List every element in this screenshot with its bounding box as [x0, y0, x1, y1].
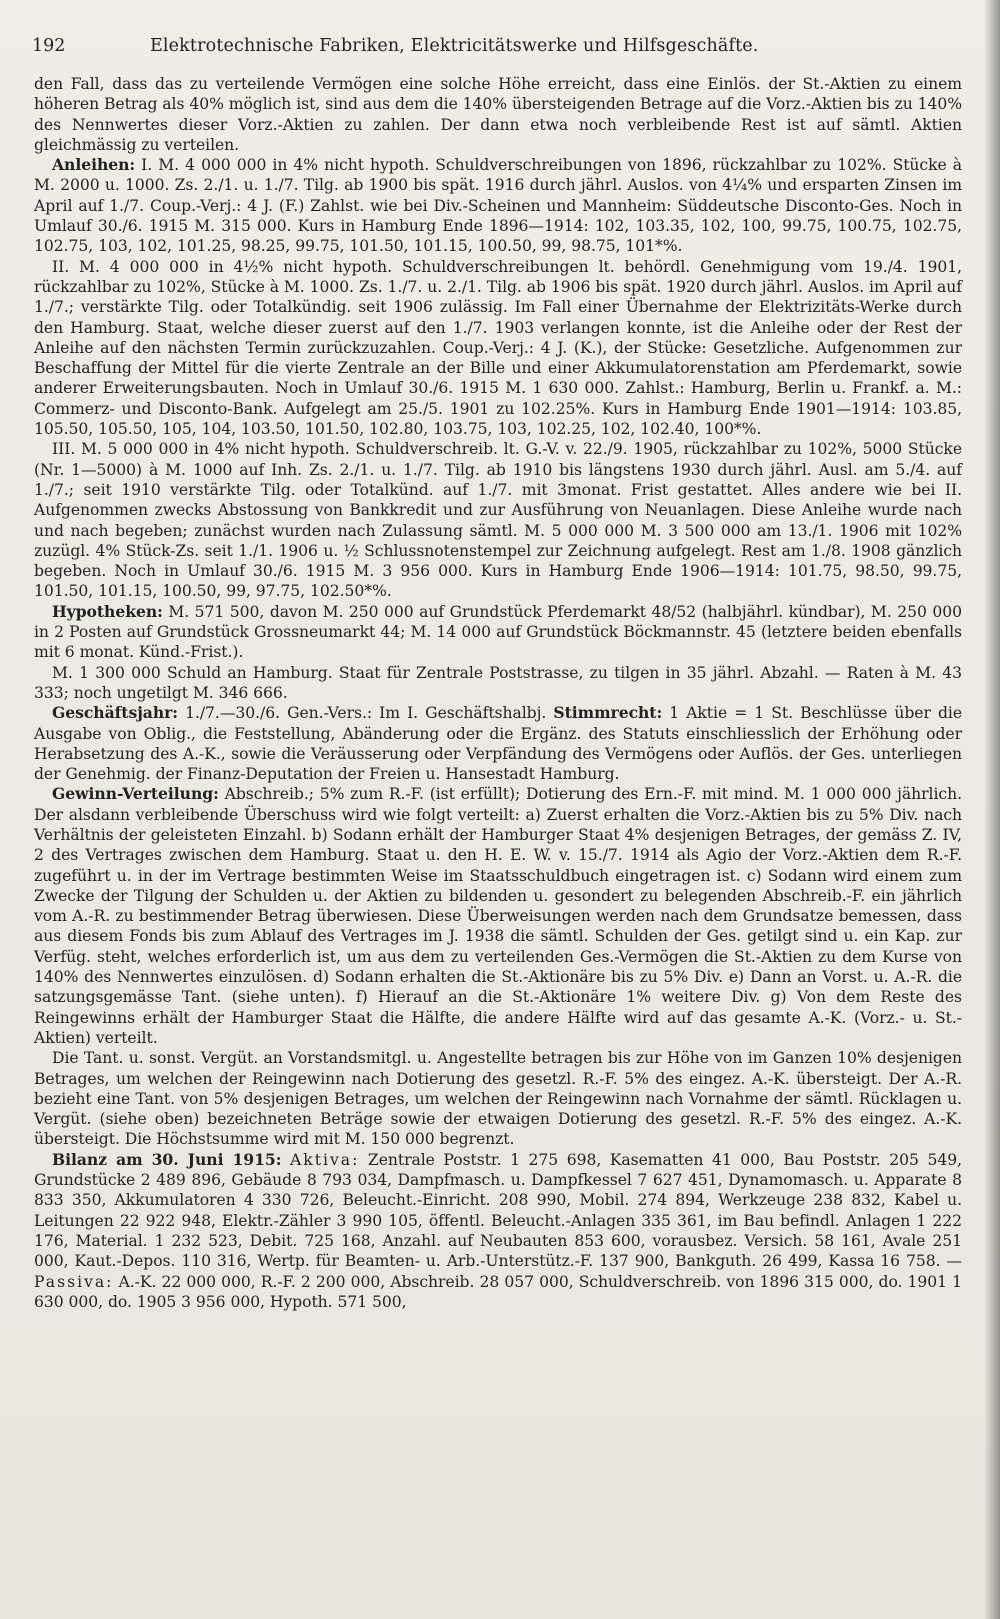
- bilanz-passiva-text: A.-K. 22 000 000, R.-F. 2 200 000, Abschreib. 28 057 000, Schuldverschreib. von 1896 315 000, do. 1901 1 630 000, do. 1905 3 956 000, Hypoth. 571 500,: [34, 1272, 962, 1311]
- label-passiva: Passiva:: [34, 1272, 114, 1291]
- paragraph-liquidation: den Fall, dass das zu verteilende Vermögen eine solche Höhe erreicht, dass eine Einlös. der St.-Aktien zu einem höheren Betrag als 40% möglich ist, sind aus dem die 140% übersteigenden Betrage auf die Vorz.-Aktien bis zu 140% des Nennwertes dieser Vorz.-Aktien zu zahlen. Der dann etwa noch verbleibende Rest ist auf sämtl. Aktien gleichmässig zu verteilen.: [34, 75, 962, 154]
- paragraph-hypotheken: [34, 602, 962, 663]
- paragraph-bilanz: [34, 1150, 962, 1312]
- gewinn-verteilung-text: Abschreib.; 5% zum R.-F. (ist erfüllt); Dotierung des Ern.-F. mit mind. M. 1 000 000 jährlich. Der alsdann verbleibende Überschuss wird wie folgt verteilt: a) Zuerst erhalten die Vorz.-Aktien bis zu 5% Div. nach Verhältnis der geleisteten Einzahl. b) Sodann erhält der Hamburger Staat 4% desjenigen Betrages, der gemäss Z. IV, 2 des Vertrages zwischen dem Hamburg. Staat u. den H. E. W. v. 15./7. 1914 als Agio der Vorz.-Aktien dem R.-F. zugeführt u. in der im Vertrage bestimmten Weise im Staatsschuldbuch eingetragen ist. c) Sodann wird einem zum Zwecke der Tilgung der Schulden u. der Aktien zu bildenden u. gesondert zu belegenden Abschreib.-F. ein jährlich vom A.-R. zu bestimmender Betrag überwiesen. Diese Überweisungen werden nach dem Grundsatze bemessen, dass aus diesem Fonds bis zum Ablauf des Vertrages im J. 1938 die sämtl. Schulden der Ges. getilgt sind u. ein Kap. zur Verfüg. steht, welches erforderlich ist, um aus dem zu verteilenden Ges.-Vermögen die St.-Aktien zu dem Kurse von 140% des Nennwertes einzulösen. d) Sodann erhalten die St.-Aktionäre bis zu 5% Div. e) Dann an Vorst. u. A.-R. die satzungsgemässe Tant. (siehe unten). f) Hierauf an die St.-Aktionäre 1% weitere Div. g) Von dem Reste des Reingewinns erhält der Hamburger Staat die Hälfte, die andere Hälfte wird auf das gesamte A.-K. (Vorz.- u. St.-Aktien) verteilt.: [34, 785, 962, 1047]
- page-edge-shadow: [984, 0, 1000, 1619]
- paragraph-geschaeftsjahr: [34, 703, 962, 784]
- paragraph-schuld-hamburg: M. 1 300 000 Schuld an Hamburg. Staat für Zentrale Poststrasse, zu tilgen in 35 jährl. Abzahl. — Raten à M. 43 333; noch ungetilgt M. 346 666.: [34, 663, 962, 702]
- paragraph-anleihen-iii: III. M. 5 000 000 in 4% nicht hypoth. Schuldverschreib. lt. G.-V. v. 22./9. 1905, rückzahlbar zu 102%, 5000 Stücke (Nr. 1—5000) à M. 1000 auf Inh. Zs. 2./1. u. 1./7. Tilg. ab 1910 bis längstens 1930 durch jährl. Ausl. am 5./4. auf 1./7.; seit 1910 verstärkte Tilg. oder Totalkünd. auf 1./7. mit 3monat. Frist gestattet. Alles andere wie bei II. Aufgenommen zwecks Abstossung von Bankkredit und zur Ausführung von Neuanlagen. Diese Anleihe wurde nach und nach begeben; zunächst wurden nach Zulassung sämtl. M. 5 000 000 M. 3 500 000 am 13./1. 1906 mit 102% zuzügl. 4% Stück-Zs. seit 1./1. 1906 u. ½ Schlussnotenstempel zur Zeichnung aufgelegt. Rest am 1./8. 1908 gänzlich begeben. Noch in Umlauf 30./6. 1915 M. 3 956 000. Kurs in Hamburg Ende 1906—1914: 101.75, 98.50, 99.75, 101.50, 101.15, 100.50, 99, 97.75, 102.50*%.: [34, 440, 962, 601]
- label-aktiva: Aktiva:: [290, 1150, 360, 1169]
- hypotheken-text: M. 571 500, davon M. 250 000 auf Grundstück Pferdemarkt 48/52 (halbjährl. kündbar), M. 250 000 in 2 Posten auf Grundstück Grossneumarkt 44; M. 14 000 auf Grundstück Böckmannstr. 45 (letztere beiden ebenfalls mit 6 monat. Künd.-Frist.).: [34, 602, 962, 662]
- section-heading-bilanz: Bilanz am 30. Juni 1915:: [52, 1149, 282, 1169]
- section-heading-stimmrecht: Stimmrecht:: [553, 703, 663, 723]
- stimmrecht-text: 1 Aktie = 1 St. Beschlüsse über die Ausgabe von Oblig., die Feststellung, Abänderung oder die Ergänz. des Statuts einschliesslich der Erhöhung oder Herabsetzung des A.-K., sowie die Veräusserung oder Verpfändung des Vermögens oder Auflös. der Ges. unterliegen der Genehmig. der Finanz-Deputation der Freien u. Hansestadt Hamburg.: [34, 704, 962, 784]
- paragraph-anleihen-ii: II. M. 4 000 000 in 4½% nicht hypoth. Schuldverschreibungen lt. behördl. Genehmigung vom 19./4. 1901, rückzahlbar zu 102%, Stücke à M. 1000. Zs. 1./7. u. 2./1. Tilg. ab 1906 bis spät. 1920 durch jährl. Auslos. im April auf 1./7.; verstärkte Tilg. oder Totalkündig. seit 1906 zulässig. Im Fall einer Übernahme der Elektrizitäts-Werke durch den Hamburg. Staat, welche dieser zuerst auf den 1./7. 1903 verlangen konnte, ist die Anleihe oder der Rest der Anleihe auf den nächsten Termin zurückzuzahlen. Coup.-Verj.: 4 J. (K.), der Stücke: Gesetzliche. Aufgenommen zur Beschaffung der Mittel für die vierte Zentrale an der Bille und einer Akkumulatorenstation am Pferdemarkt, sowie anderer Erweiterungsbauten. Noch in Umlauf 30./6. 1915 M. 1 630 000. Zahlst.: Hamburg, Berlin u. Frankf. a. M.: Commerz- und Disconto-Bank. Aufgelegt am 25./5. 1901 zu 102.25%. Kurs in Hamburg Ende 1901—1914: 103.85, 105.50, 105.50, 105, 104, 103.50, 101.50, 102.80, 103.75, 103, 102.25, 102, 102.40, 100*%.: [34, 257, 962, 439]
- bilanz-aktiva-text: Zentrale Poststr. 1 275 698, Kasematten 41 000, Bau Poststr. 205 549, Grundstücke 2 489 896, Gebäude 8 793 034, Dampfmasch. u. Dampfkessel 7 627 451, Dynamomasch. u. Apparate 8 833 350, Akkumulatoren 4 330 726, Beleucht.-Einricht. 208 990, Mobil. 274 894, Werkzeuge 238 832, Kabel u. Leitungen 22 922 948, Elektr.-Zähler 3 990 105, öffentl. Beleucht.-Anlagen 335 361, im Bau befindl. Anlagen 1 222 176, Material. 1 232 523, Debit. 725 168, Anzahl. auf Neubauten 853 600, vorausbez. Versich. 58 161, Avale 251 000, Kaut.-Depos. 110 316, Wertp. für Beamten- u. Arb.-Unterstütz.-F. 137 900, Bankguth. 26 499, Kassa 16 758. —: [34, 1150, 962, 1271]
- section-heading-hypotheken: Hypotheken:: [52, 601, 163, 621]
- running-head: Elektrotechnische Fabriken, Elektricitätswerke und Hilfsgeschäfte.: [150, 36, 759, 56]
- page-header: [32, 36, 960, 60]
- body-text: [34, 74, 962, 1312]
- paragraph-gewinn-verteilung: [34, 784, 962, 1048]
- anleihen-i-text: I. M. 4 000 000 in 4% nicht hypoth. Schuldverschreibungen von 1896, rückzahlbar zu 102%. Stücke à M. 2000 u. 1000. Zs. 2./1. u. 1./7. Tilg. ab 1900 bis spät. 1916 durch jährl. Auslos. von 4¼% und ersparten Zinsen im April auf 1./7. Coup.-Verj.: 4 J. (F.) Zahlst. wie bei Div.-Scheinen und Mannheim: Süddeutsche Disconto-Ges. Noch in Umlauf 30./6. 1915 M. 315 000. Kurs in Hamburg Ende 1896—1914: 102, 103.35, 102, 100, 99.75, 100.75, 102.75, 102.75, 103, 102, 101.25, 98.25, 99.75, 101.50, 101.15, 100.50, 99, 98.75, 101*%.: [34, 156, 962, 256]
- geschaeftsjahr-text: 1./7.—30./6. Gen.-Vers.: Im I. Geschäftshalbj.: [178, 704, 554, 723]
- page-number: 192: [32, 36, 66, 56]
- paragraph-anleihen-i: [34, 155, 962, 256]
- paragraph-tantieme: Die Tant. u. sonst. Vergüt. an Vorstandsmitgl. u. Angestellte betragen bis zur Höhe von im Ganzen 10% desjenigen Betrages, um welchen der Reingewinn nach Dotierung des gesetzl. R.-F. 5% des eingez. A.-K. übersteigt. Der A.-R. bezieht eine Tant. von 5% desjenigen Betrages, um welchen der Reingewinn nach Vornahme der sämtl. Rücklagen u. Vergüt. (siehe oben) bezeichneten Beträge sowie der etwaigen Dotierung des gesetzl. R.-F. 5% des eingez. A.-K. übersteigt. Die Höchstsumme wird mit M. 150 000 begrenzt.: [34, 1049, 962, 1149]
- section-heading-gewinn-verteilung: Gewinn-Verteilung:: [52, 784, 219, 804]
- section-heading-geschaeftsjahr: Geschäftsjahr:: [52, 703, 178, 723]
- section-heading-anleihen: Anleihen:: [52, 155, 136, 175]
